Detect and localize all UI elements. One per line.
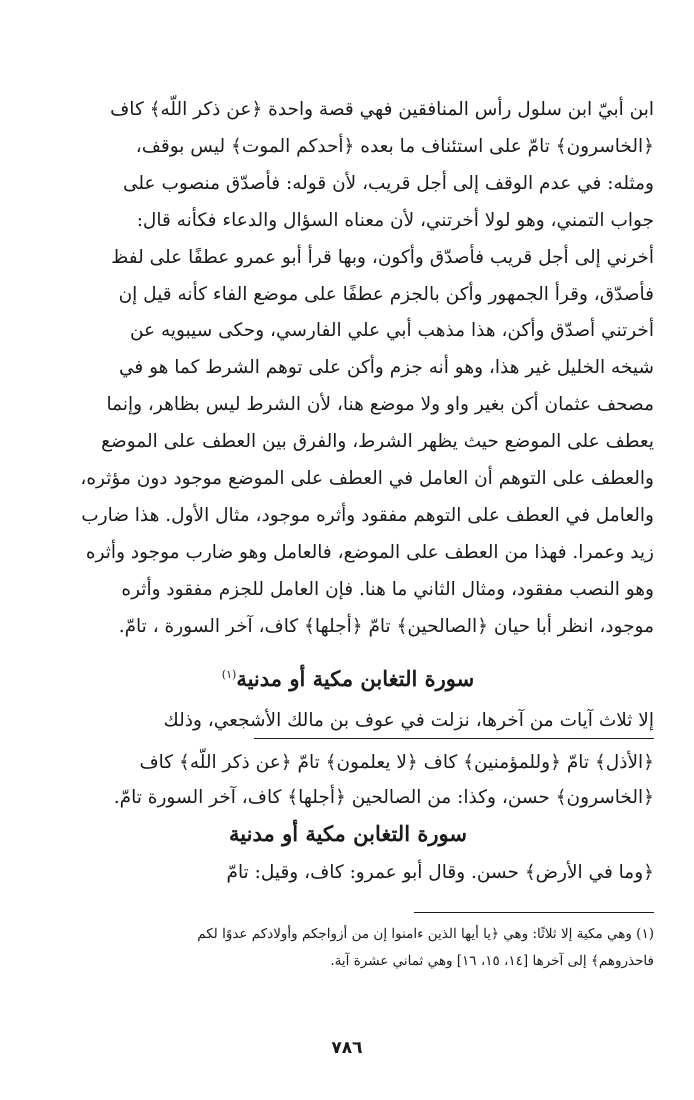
- footnote-marker: (١): [221, 667, 237, 681]
- surah-heading: [42, 660, 654, 694]
- text-line: فأصدّق، وقرأ الجمهور وأكن بالجزم عطفًا على موضع الفاء كأنه قيل إن: [118, 283, 654, 305]
- footnote-divider: [414, 912, 654, 913]
- page-body: [42, 92, 654, 975]
- surah-title: سورة التغابن مكية أو مدنية: [229, 820, 467, 846]
- text-line: ﴿وما في الأرض﴾ حسن. وقال أبو عمرو: كاف، وقيل: تامّ: [226, 861, 654, 883]
- surah2-paragraph: [42, 855, 654, 892]
- text-line: ﴿الخاسرون﴾ حسن، وكذا: من الصالحين ﴿أجلها﴾ كاف، آخر السورة تامّ.: [113, 786, 654, 808]
- text-line: جواب التمني، وهو لولا أخرتني، لأن معناه السؤال والدعاء فكأنه قال:: [136, 209, 654, 231]
- divider-line: [254, 738, 654, 739]
- text-line: وهو النصب مفقود، ومثال الثاني ما هنا. فإن العامل للجزم مفقود وأثره: [121, 578, 654, 600]
- main-paragraph: [42, 92, 654, 646]
- text-line: أخرني إلى أجل قريب فأصدّق وأكون، وبها قرأ أبو عمرو عطفًا على لفظ: [111, 246, 654, 268]
- text-line: ومثله: في عدم الوقف إلى أجل قريب، لأن قوله: فأصدّق منصوب على: [123, 172, 654, 194]
- text-line: مصحف عثمان أكن بغير واو ولا موضع هنا، لأن الشرط ليس بظاهر، وإنما: [106, 394, 654, 416]
- text-line: أخرتني أصدّق وأكن، هذا مذهب أبي علي الفارسي، وحكى سيبويه عن: [129, 320, 654, 342]
- surah-intro-line: إلا ثلاث آيات من آخرها، نزلت في عوف بن مالك الأشجعي، وذلك: [163, 709, 654, 731]
- footnote-line: فاحذروهم﴾ إلى آخرها [١٤، ١٥، ١٦] وهي ثماني عشرة آية.: [330, 952, 654, 969]
- text-line: ابن أبيّ ابن سلول رأس المنافقين فهي قصة واحدة ﴿عن ذكر اللّه﴾ كاف: [110, 99, 654, 120]
- waqf-section: [42, 745, 654, 815]
- text-line: يعطف على الموضع حيث يظهر الشرط، والفرق بين العطف على الموضع: [101, 431, 654, 453]
- text-line: والعطف على التوهم أن العامل في العطف على الموضع موجود دون مؤثره،: [80, 468, 654, 490]
- text-line: شيخه الخليل غير هذا، وهو أنه جزم وأكن على توهم الشرط كما هو في: [118, 357, 654, 379]
- text-line: ﴿الخاسرون﴾ تامّ على استئناف ما بعده ﴿أحدكم الموت﴾ ليس بوقف،: [135, 135, 654, 157]
- text-line: ﴿الأذل﴾ تامّ ﴿وللمؤمنين﴾ كاف ﴿لا يعلمون﴾ تامّ ﴿عن ذكر اللّه﴾ كاف: [139, 751, 654, 773]
- surah-title: سورة التغابن مكية أو مدنية: [236, 665, 475, 691]
- text-line: والعامل في العطف على التوهم مفقود وأثره موجود، مثال الأول. هذا ضارب: [81, 504, 654, 526]
- surah-heading-repeat: [42, 819, 654, 849]
- footnote-line: (١) وهي مكية إلا ثلاثًا: وهي ﴿يا أيها الذين ءامنوا إن من أزواجكم وأولادكم عدوًا لكم: [197, 925, 654, 942]
- page-number: ٧٨٦: [331, 1038, 363, 1058]
- text-line: موجود، انظر أبا حيان ﴿الصالحين﴾ تامّ ﴿أجلها﴾ كاف، آخر السورة ، تامّ.: [118, 615, 654, 637]
- footnote: [42, 921, 654, 975]
- text-line: زيد وعمرا. فهذا من العطف على الموضع، فالعامل وهو ضارب موجود وأثره: [85, 541, 654, 563]
